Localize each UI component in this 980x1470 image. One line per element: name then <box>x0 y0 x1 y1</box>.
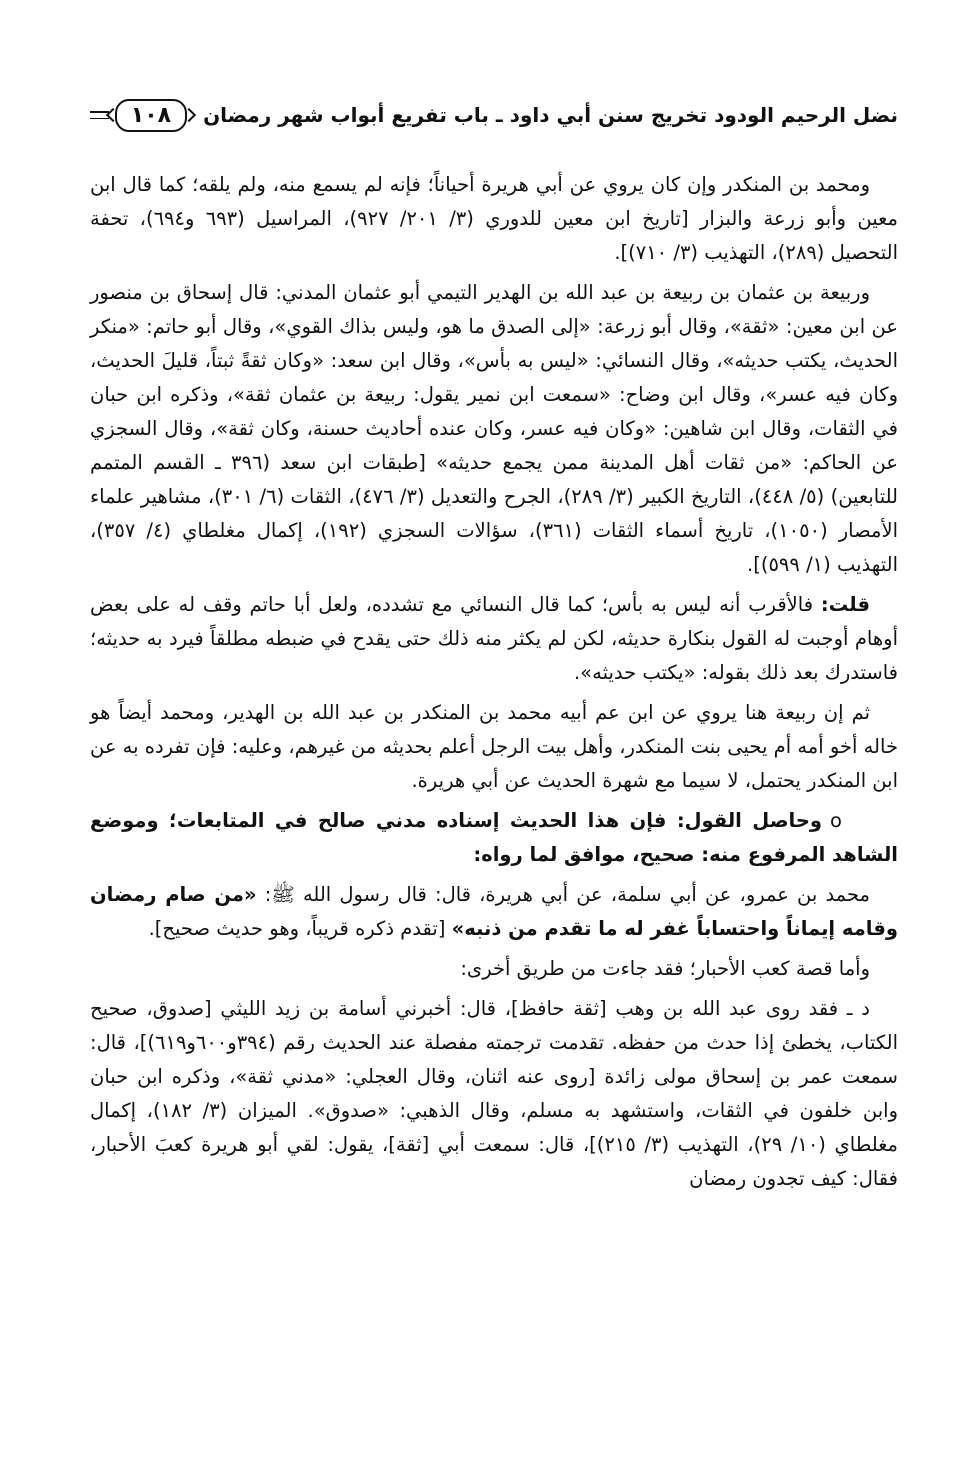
page-number: ١٠٨ <box>115 99 187 132</box>
paragraph-hadith <box>90 878 898 946</box>
page-body <box>90 168 898 1202</box>
paragraph-conclusion <box>90 804 898 872</box>
paragraph-ibn-munkadir: ومحمد بن المنكدر وإن كان يروي عن أبي هريرة أحياناً؛ فإنه لم يسمع منه، ولم يلقه؛ كما قال ابن معين وأبو زرعة والبزار [تاريخ ابن معين للدوري (٣/ ٢٠١/ ٩٢٧)، المراسيل (٦٩٣ و٦٩٤)، تحفة التحصيل (٢٨٩)، التهذيب (٣/ ٧١٠)]. <box>90 173 898 264</box>
hadith-intro: محمد بن عمرو، عن أبي سلمة، عن أبي هريرة، قال: قال رسول الله ﷺ: <box>256 883 870 906</box>
running-header <box>90 92 898 138</box>
conclusion-label: وحاصل القول: <box>676 809 823 832</box>
paragraph-ibn-wahb: د ـ فقد روى عبد الله بن وهب [ثقة حافظ]، قال: أخبرني أسامة بن زيد الليثي [صدوق، صحيح الكتاب، يخطئ إذا حدث من حفظه. تقدمت ترجمته مفصلة عند الحديث رقم (٣٩٤و٦٠٠و٦١٩)]، قال: سمعت عمر بن إسحاق مولى زائدة [روى عنه اثنان، وقال العجلي: «مدني ثقة»، وذكره ابن حبان وابن خلفون في الثقات، واستشهد به مسلم، وقال الذهبي: «صدوق». الميزان (٣/ ١٨٢)، إكمال مغلطاي (١٠/ ٢٩)، التهذيب (٣/ ٢١٥)]، قال: سمعت أبي [ثقة]، يقول: لقي أبو هريرة كعبَ الأحبار، فقال: كيف تجدون رمضان <box>90 997 898 1190</box>
hadith-matn: «من صام رمضان وقامه إيماناً واحتساباً غفر له ما تقدم من ذنبه» <box>90 883 898 940</box>
qult-text: فالأقرب أنه ليس به بأس؛ كما قال النسائي مع تشدده، ولعل أبا حاتم وقف له على بعض أوهام أوجبت له القول بنكارة حديثه، لكن لم يكثر منه ذلك حتى يقدح في ضبطه مطلقاً فيرد به حديثه؛ فاستدرك بعد ذلك بقوله: «يكتب حديثه». <box>90 593 898 684</box>
paragraph-kaab: وأما قصة كعب الأحبار؛ فقد جاءت من طريق أخرى: <box>460 957 870 980</box>
conclusion-text: فإن هذا الحديث إسناده مدني صالح في المتابعات؛ وموضع الشاهد المرفوع منه: صحيح، موافق لما رواه: <box>90 809 898 866</box>
hadith-tail: [تقدم ذكره قريباً، وهو حديث صحيح]. <box>148 917 452 940</box>
paragraph-rabia-relation: ثم إن ربيعة هنا يروي عن ابن عم أبيه محمد بن المنكدر بن عبد الله بن الهدير، ومحمد أيضاً هو خاله أخو أمه أم يحيى بنت المنكدر، وأهل بيت الرجل أعلم بحديثه من غيرهم، وعليه: فإن تفرده به عن ابن المنكدر يحتمل، لا سيما مع شهرة الحديث عن أبي هريرة. <box>90 701 898 792</box>
paragraph-rabia: وربيعة بن عثمان بن ربيعة بن عبد الله بن الهدير التيمي أبو عثمان المدني: قال إسحاق بن منصور عن ابن معين: «ثقة»، وقال أبو زرعة: «إلى الصدق ما هو، وليس بذاك القوي»، وقال أبو حاتم: «منكر الحديث، يكتب حديثه»، وقال النسائي: «ليس به بأس»، وقال ابن سعد: «وكان ثقةً ثبتاً، قليلَ الحديث، وكان فيه عسر»، وقال ابن وضاح: «سمعت ابن نمير يقول: ربيعة بن عثمان ثقة»، وذكره ابن حبان في الثقات، وقال ابن شاهين: «وكان فيه عسر، وكان عنده أحاديث حسنة، وكان ثقة»، وقال السجزي عن الحاكم: «من ثقات أهل المدينة ممن يجمع حديثه» [طبقات ابن سعد (٣٩٦ ـ القسم المتمم للتابعين) (٥/ ٤٤٨)، التاريخ الكبير (٣/ ٢٨٩)، الجرح والتعديل (٣/ ٤٧٦)، الثقات (٦/ ٣٠١)، مشاهير علماء الأمصار (١٠٥٠)، تاريخ أسماء الثقات (٣٦١)، سؤالات السجزي (١٩٢)، إكمال مغلطاي (٤/ ٣٥٧)، التهذيب (١/ ٥٩٩)]. <box>90 281 898 576</box>
bullet-icon: o <box>830 809 842 832</box>
header-title: نضل الرحيم الودود تخريج سنن أبي داود ـ باب تفريع أبواب شهر رمضان <box>203 103 898 127</box>
paragraph-qult <box>90 588 898 690</box>
qult-label: قلت: <box>820 593 870 616</box>
